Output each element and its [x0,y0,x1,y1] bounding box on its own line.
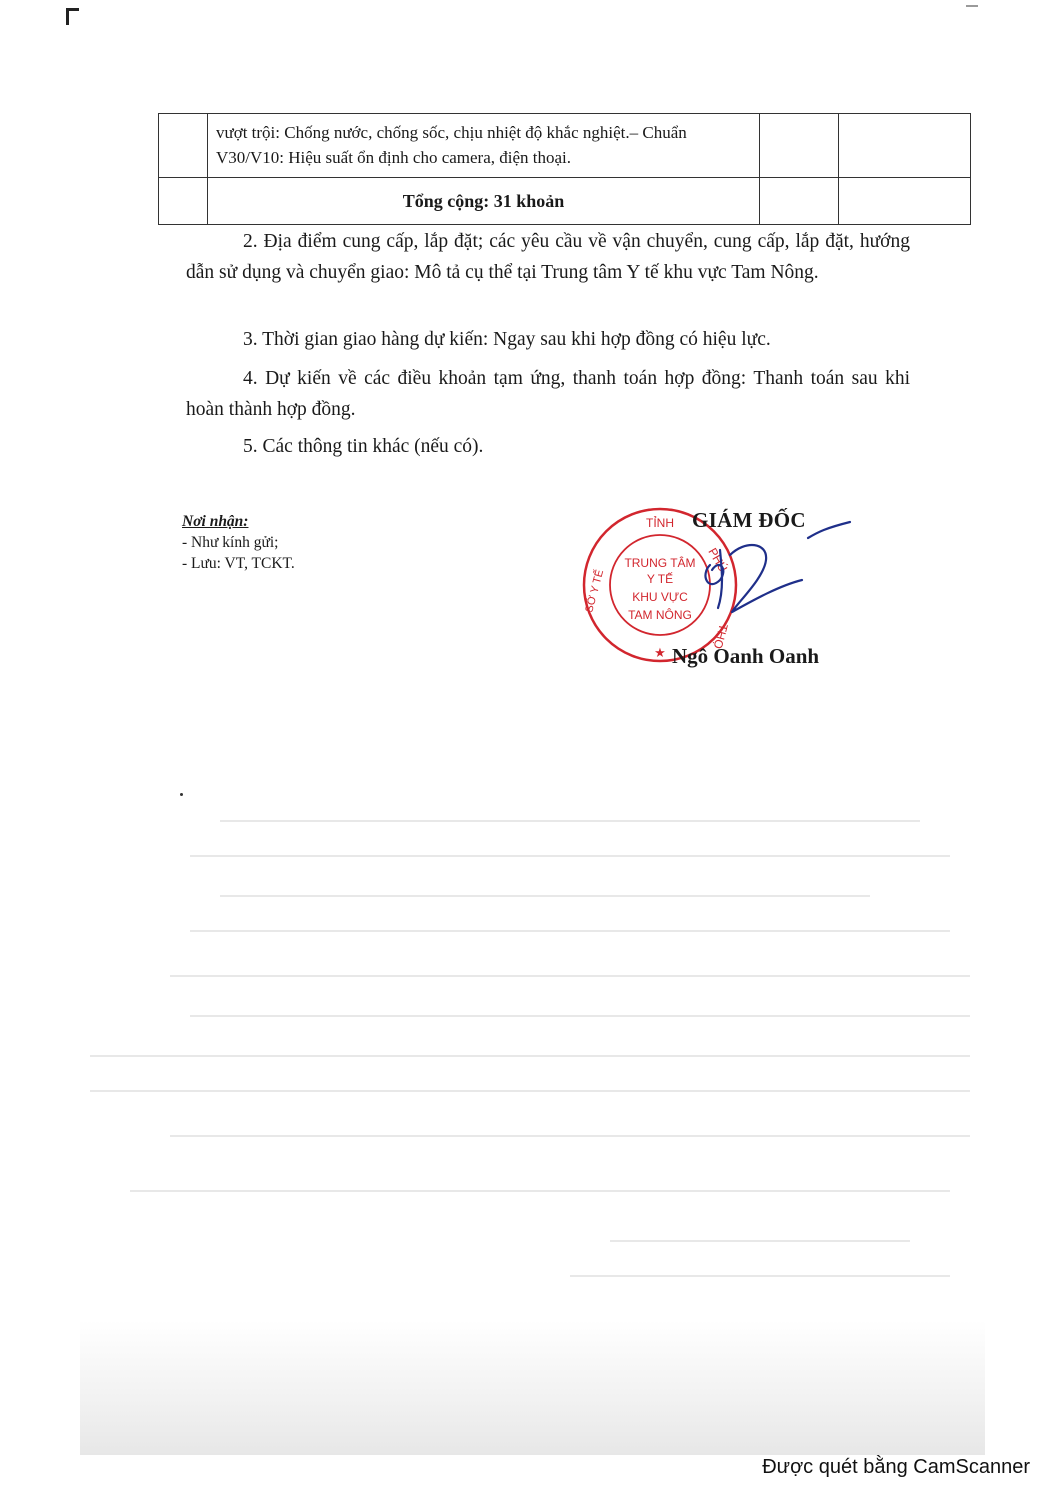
paragraph-text: 4. Dự kiến về các điều khoản tạm ứng, thanh toán hợp đồng: Thanh toán sau khi hoàn thành hợp đồng. [186,368,910,420]
table-row [159,114,971,178]
recipient-item: - Như kính gửi; [182,534,279,551]
paragraph-text: 2. Địa điểm cung cấp, lắp đặt; các yêu cầu về vận chuyển, cung cấp, lắp đặt, hướng dẫn sử dụng và chuyển giao: Mô tả cụ thể tại Trung tâm Y tế khu vực Tam Nông. [186,231,910,283]
director-title: GIÁM ĐỐC [692,508,806,532]
payment-terms-paragraph [186,363,910,425]
table-cell [159,114,208,178]
total-label: Tổng cộng: 31 khoản [208,178,760,225]
recipients-block [182,511,295,574]
seal-center-line: Y TẾ [646,572,674,586]
recipients-label: Nơi nhận: [182,513,249,530]
table-cell [839,114,971,178]
paragraph-text: 3. Thời gian giao hàng dự kiến: Ngay sau khi hợp đồng có hiệu lực. [243,329,771,350]
delivery-location-paragraph [186,226,910,288]
recipient-item: - Lưu: VT, TCKT. [182,555,295,572]
seal-ring-text: PHÚ [705,545,731,575]
seal-ring-text: TỈNH [646,516,674,530]
table-cell [760,178,839,225]
scan-shadow [80,1320,985,1455]
scanner-watermark: Được quét bằng CamScanner [762,1456,1030,1478]
seal-center-line: TAM NÔNG [628,608,692,622]
paragraph-text: 5. Các thông tin khác (nếu có). [243,436,484,457]
table-cell [159,178,208,225]
seal-star-icon: ★ [654,645,666,660]
scan-corner-mark [66,8,79,25]
seal-center-line: TRUNG TÂM [624,556,696,570]
item-description-cell: vượt trội: Chống nước, chống sốc, chịu nhiệt độ khắc nghiệt.– Chuẩn V30/V10: Hiệu suất ổn định cho camera, điện thoại. [208,114,760,178]
table-total-row [159,178,971,225]
table-cell [760,114,839,178]
items-table [158,113,971,225]
other-info-paragraph [186,431,910,462]
delivery-time-paragraph [186,324,910,355]
scan-edge-mark [966,0,978,7]
seal-ring-text: THỌ [710,622,731,651]
seal-center-line: KHU VỰC [632,590,688,604]
handwritten-signature [690,520,860,630]
signer-name: Ngô Oanh Oanh [672,644,820,668]
table-cell [839,178,971,225]
seal-ring-text: SỞ Y TẾ [583,568,607,614]
